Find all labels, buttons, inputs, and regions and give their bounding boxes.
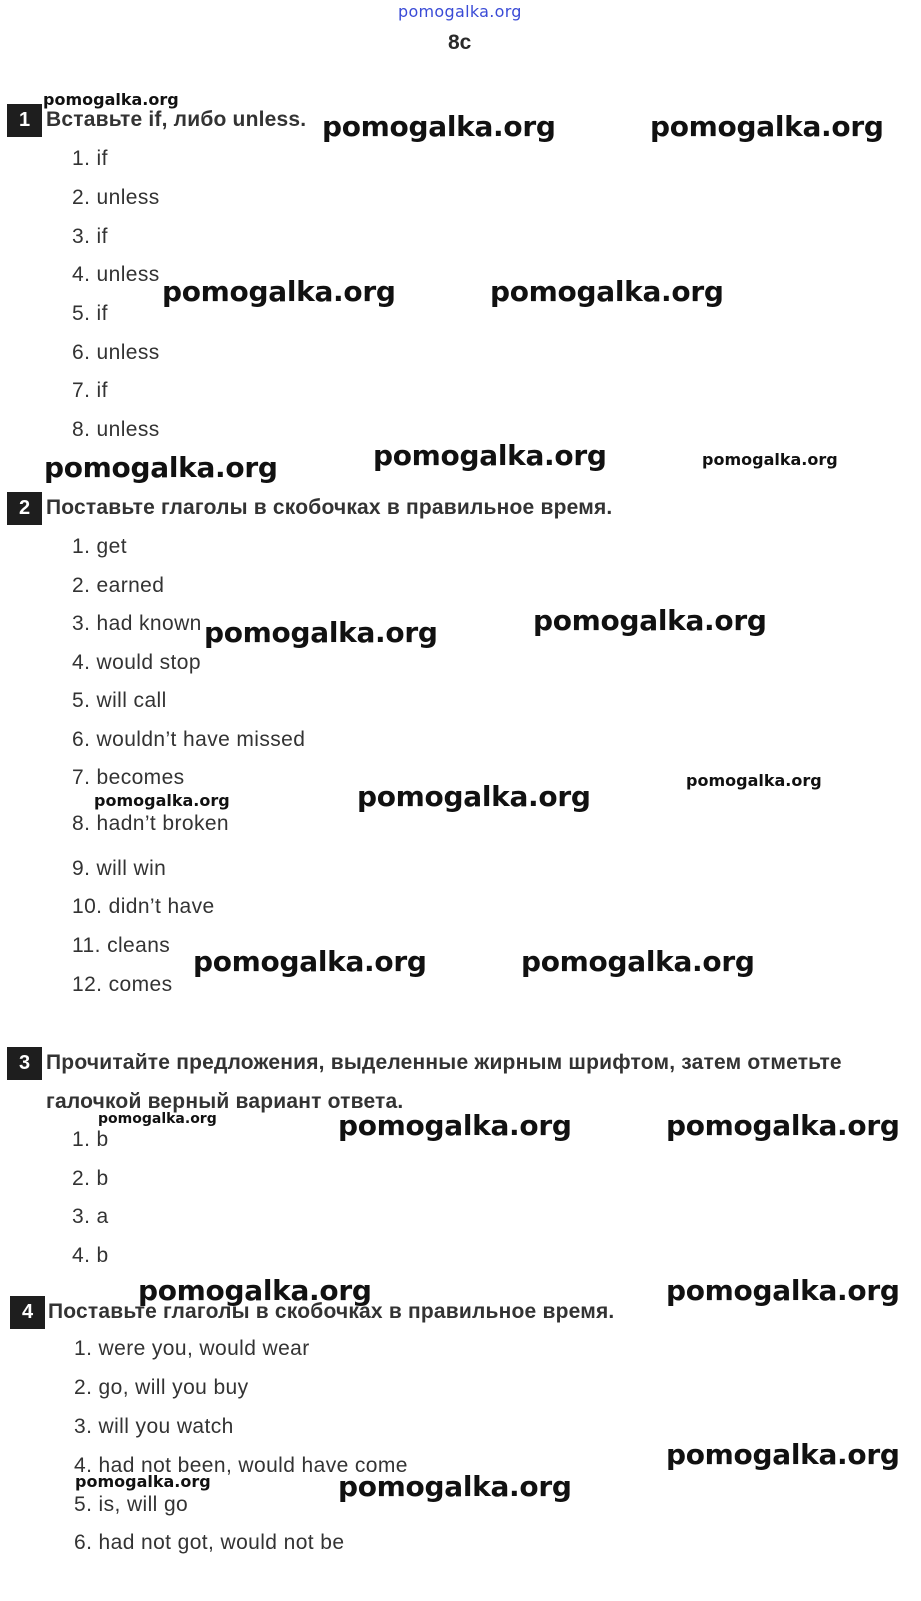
exercise-2-answer: 5. will call (72, 689, 167, 712)
exercise-2-answer: 6. wouldn’t have missed (72, 728, 306, 751)
watermark: pomogalka.org (533, 604, 767, 637)
watermark: pomogalka.org (75, 1472, 211, 1491)
exercise-4-answer: 2. go, will you buy (74, 1376, 249, 1399)
exercise-2-answer: 11. cleans (72, 934, 171, 957)
watermark: pomogalka.org (322, 110, 556, 143)
watermark: pomogalka.org (338, 1470, 572, 1503)
exercise-3-number: 3 (7, 1047, 42, 1080)
watermark: pomogalka.org (193, 945, 427, 978)
exercise-2-answer: 3. had known (72, 612, 202, 635)
exercise-4-answer: 6. had not got, would not be (74, 1531, 345, 1554)
exercise-3-answer: 1. b (72, 1128, 109, 1151)
exercise-4-number: 4 (10, 1296, 45, 1329)
exercise-2-answer: 4. would stop (72, 651, 201, 674)
watermark: pomogalka.org (98, 1111, 217, 1127)
page-number: 8c (448, 31, 472, 54)
watermark: pomogalka.org (162, 275, 396, 308)
exercise-3-heading: Прочитайте предложения, выделенные жирным шрифтом, затем отметьте (46, 1051, 842, 1074)
exercise-2-answer: 2. earned (72, 574, 165, 597)
exercise-3-answer: 2. b (72, 1167, 109, 1190)
watermark: pomogalka.org (338, 1109, 572, 1142)
watermark: pomogalka.org (204, 616, 438, 649)
watermark: pomogalka.org (650, 110, 884, 143)
watermark: pomogalka.org (357, 780, 591, 813)
watermark: pomogalka.org (490, 275, 724, 308)
exercise-4-answer: 1. were you, would wear (74, 1337, 310, 1360)
exercise-4-answer: 5. is, will go (74, 1493, 189, 1516)
watermark: pomogalka.org (94, 791, 230, 810)
exercise-1-answer: 4. unless (72, 263, 160, 286)
watermark: pomogalka.org (44, 451, 278, 484)
watermark: pomogalka.org (373, 439, 607, 472)
site-link[interactable]: pomogalka.org (398, 2, 522, 21)
watermark: pomogalka.org (666, 1109, 900, 1142)
watermark: pomogalka.org (666, 1274, 900, 1307)
watermark: pomogalka.org (702, 450, 838, 469)
watermark: pomogalka.org (43, 90, 179, 109)
exercise-1-answer: 6. unless (72, 341, 160, 364)
exercise-2-answer: 7. becomes (72, 766, 185, 789)
exercise-1-answer: 7. if (72, 379, 108, 402)
watermark: pomogalka.org (521, 945, 755, 978)
exercise-2-answer: 8. hadn’t broken (72, 812, 230, 835)
exercise-3-answer: 4. b (72, 1244, 109, 1267)
exercise-1-answer: 1. if (72, 147, 108, 170)
exercise-4-answer: 4. had not been, would have come (74, 1454, 408, 1477)
watermark: pomogalka.org (666, 1438, 900, 1471)
exercise-1-answer: 5. if (72, 302, 108, 325)
exercise-2-answer: 10. didn’t have (72, 895, 215, 918)
exercise-1-heading: Вставьте if, либо unless. (46, 108, 307, 131)
exercise-1-answer: 2. unless (72, 186, 160, 209)
exercise-1-answer: 8. unless (72, 418, 160, 441)
watermark: pomogalka.org (686, 771, 822, 790)
exercise-2-heading: Поставьте глаголы в скобочках в правильное время. (46, 496, 613, 519)
exercise-2-number: 2 (7, 492, 42, 525)
exercise-3-heading-continued: галочкой верный вариант ответа. (46, 1090, 404, 1113)
exercise-2-answer: 9. will win (72, 857, 167, 880)
watermark: pomogalka.org (138, 1274, 372, 1307)
exercise-2-answer: 1. get (72, 535, 127, 558)
exercise-1-answer: 3. if (72, 225, 108, 248)
exercise-3-answer: 3. a (72, 1205, 109, 1228)
exercise-1-number: 1 (7, 104, 42, 137)
exercise-2-answer: 12. comes (72, 973, 173, 996)
exercise-4-answer: 3. will you watch (74, 1415, 234, 1438)
exercise-4-heading: Поставьте глаголы в скобочках в правильное время. (48, 1300, 615, 1323)
